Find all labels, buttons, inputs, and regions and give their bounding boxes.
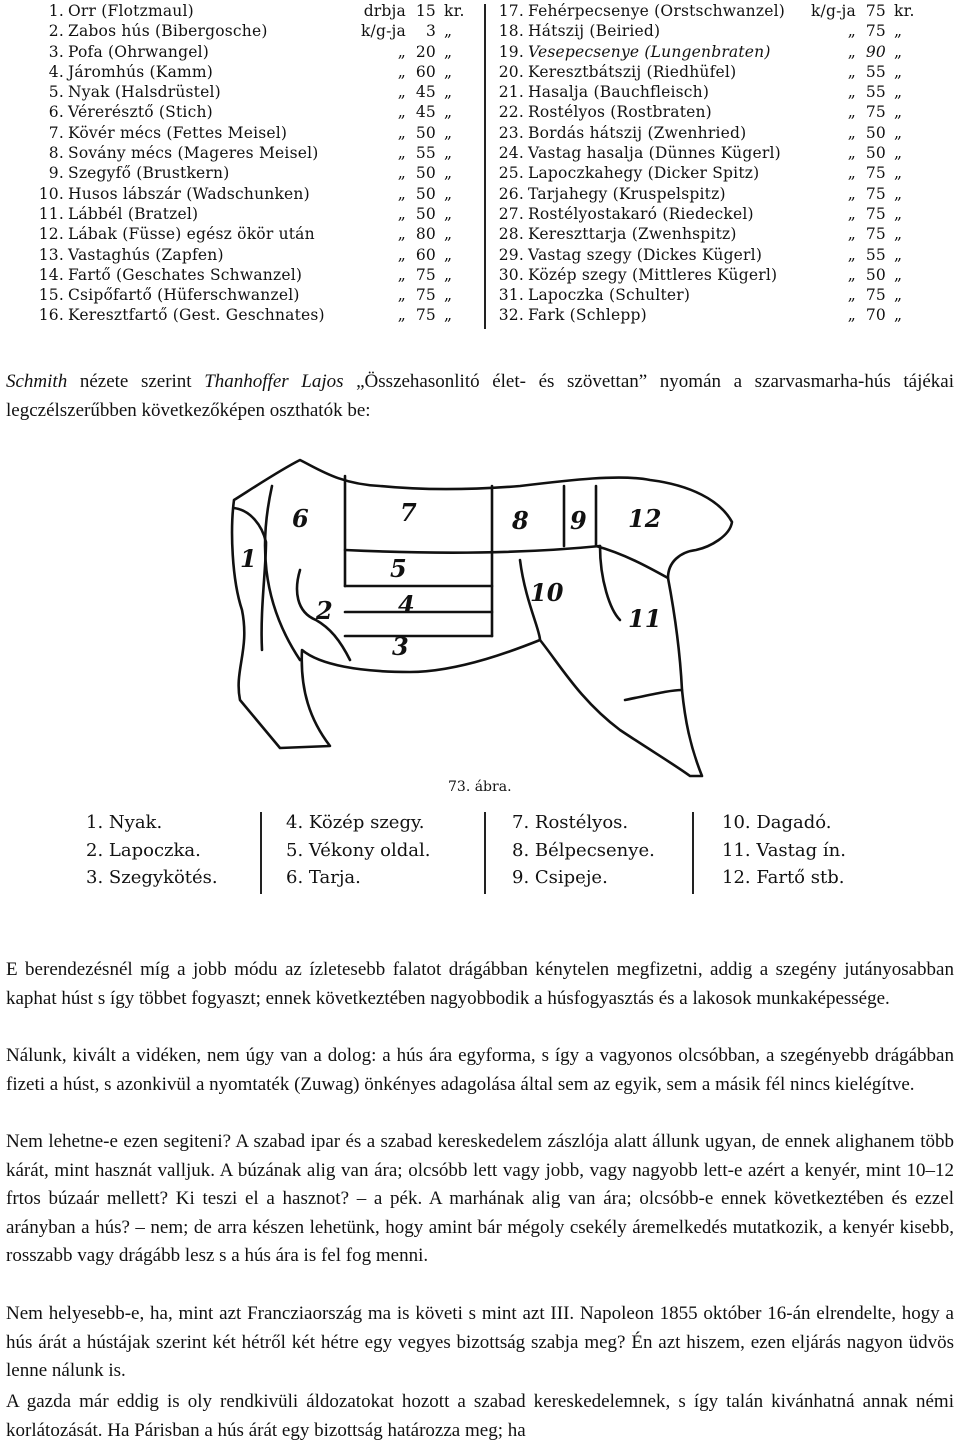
region-label-3: 3 (392, 632, 409, 661)
price-row (34, 43, 474, 63)
price-row (494, 124, 934, 144)
price-row-name: Fark (Schlepp) (528, 306, 647, 325)
price-row-name: Vastaghús (Zapfen) (68, 245, 224, 264)
price-row (34, 22, 474, 42)
price-row-currency: „ (894, 184, 903, 203)
price-row-name: Hátszij (Beiried) (528, 22, 661, 41)
price-row-currency: „ (894, 204, 903, 223)
body-paragraph: A gazda már eddig is oly rendkivüli áldozatokat hozott a szabad kereskedelemnek, s így talán kivánhatná annak némi korlátozását. Ha Párisban a hús árát egy bizottság határozza meg; ha (6, 1391, 954, 1441)
price-row-unit: „ (397, 286, 406, 305)
price-row-price: 50 (415, 204, 436, 223)
price-row-name: Vérerésztő (Stich) (68, 103, 213, 122)
price-row-name: Lábbél (Bratzel) (68, 204, 199, 223)
price-row-price: 60 (415, 245, 436, 264)
price-row-unit: „ (847, 103, 856, 122)
price-row-number: 26. (498, 184, 524, 203)
price-row (494, 43, 934, 63)
price-row-number: 29. (498, 245, 524, 264)
legend-item: 3. Szegykötés. (86, 867, 218, 888)
price-row (34, 144, 474, 164)
price-row-currency: „ (894, 225, 903, 244)
price-row-currency: „ (444, 164, 453, 183)
price-row-currency: „ (444, 204, 453, 223)
legend-column-3 (512, 812, 655, 895)
figure-legend (86, 812, 946, 896)
legend-item: 10. Dagadó. (722, 812, 832, 833)
price-row-number: 6. (48, 103, 64, 122)
price-row-unit: „ (397, 103, 406, 122)
price-row-price: 75 (865, 184, 886, 203)
price-row-name: Kövér mécs (Fettes Meisel) (68, 123, 288, 142)
price-row-currency: „ (444, 225, 453, 244)
price-row-name: Bordás hátszij (Zwenhried) (528, 123, 747, 142)
price-row-number: 5. (48, 83, 64, 102)
price-row-unit: „ (847, 22, 856, 41)
price-row-currency: „ (894, 42, 903, 61)
price-row-name: Lábak (Füsse) egész ökör után (68, 225, 315, 244)
price-row-number: 4. (48, 62, 64, 81)
price-row-number: 15. (38, 286, 64, 305)
legend-item: 12. Fartő stb. (722, 867, 845, 888)
price-row-number: 13. (38, 245, 64, 264)
price-row-currency: „ (444, 286, 453, 305)
price-row-unit: „ (847, 184, 856, 203)
price-row-name: Vastag hasalja (Dünnes Kügerl) (528, 144, 781, 163)
price-row-currency: „ (444, 22, 453, 41)
price-row-unit: drbja (363, 2, 406, 20)
legend-item: 11. Vastag ín. (722, 839, 846, 861)
price-row-number: 23. (498, 123, 524, 142)
price-row-price: 55 (865, 83, 886, 102)
price-row-price: 50 (865, 265, 886, 284)
price-row-price: 50 (865, 123, 886, 142)
price-row-price: 75 (865, 225, 886, 244)
price-row-price: 75 (865, 2, 886, 20)
price-row-number: 2. (48, 22, 64, 41)
price-row-number: 8. (48, 144, 64, 163)
price-table (34, 2, 934, 332)
price-row-unit: „ (847, 123, 856, 142)
price-row (494, 22, 934, 42)
price-row-name: Közép szegy (Mittleres Kügerl) (528, 265, 778, 284)
price-row-currency: „ (444, 62, 453, 81)
region-label-2: 2 (316, 596, 333, 625)
price-row (494, 306, 934, 326)
price-row-number: 21. (498, 83, 524, 102)
price-row-currency: „ (444, 83, 453, 102)
body-paragraph: Nem lehetne-e ezen segiteni? A szabad ipar és a szabad kereskedelem zászlója alatt állunk ugyan, de ennek alighanem több kárát, mint hasznát valljuk. A búzának alig van ára; olcsóbb lett vagy jobb, vagy nagyobb lett-e azért a kenyér, mint 10–12 frtos búzaár mellett? Ki teszi el a hasznot? – a pék. A marhának alig van ára; olcsóbb-e ennek következtében és ezzel arányban a hús? – nem; de arra készen lehetünk, hogy amint bár mégoly csekély áremelkedés mutatkozik, a kenyér kisebb, rosszabb vagy drágább lesz s a hús ára is fel fog menni. (6, 1131, 954, 1267)
price-row-name: Vastag szegy (Dickes Kügerl) (528, 245, 763, 264)
price-row-unit: „ (847, 144, 856, 163)
price-row-name: Husos lábszár (Wadschunken) (68, 184, 310, 203)
price-row-name: Orr (Flotzmaul) (68, 2, 194, 20)
legend-item: 7. Rostélyos. (512, 812, 629, 833)
price-row-price: 80 (415, 225, 436, 244)
price-row-name: Keresztfartő (Gest. Geschnates) (68, 306, 325, 325)
price-row-name: Járomhús (Kamm) (68, 62, 214, 81)
price-row-price: 45 (415, 103, 436, 122)
legend-divider (260, 812, 262, 894)
price-row-unit: k/g-ja (810, 2, 856, 20)
price-row-unit: „ (397, 42, 406, 61)
price-row-unit: k/g-ja (360, 22, 406, 41)
price-row (494, 185, 934, 205)
price-row-name: Zabos hús (Bibergosche) (68, 22, 268, 41)
price-row-currency: „ (894, 144, 903, 163)
price-row-price: 75 (415, 265, 436, 284)
price-row-currency: „ (444, 144, 453, 163)
price-row-number: 32. (498, 306, 524, 325)
price-row-unit: „ (397, 245, 406, 264)
price-row-currency: kr. (444, 2, 465, 20)
region-label-10: 10 (530, 578, 564, 607)
price-row (494, 2, 934, 22)
price-row-price: 50 (415, 164, 436, 183)
legend-item: 8. Bélpecsenye. (512, 839, 655, 861)
price-row-price: 75 (415, 306, 436, 325)
price-row (34, 63, 474, 83)
region-label-11: 11 (628, 604, 662, 633)
price-row-name: Csipőfartő (Hüferschwanzel) (68, 286, 300, 305)
column-divider (484, 4, 486, 329)
price-row (34, 185, 474, 205)
legend-divider (484, 812, 486, 894)
price-row-currency: „ (894, 306, 903, 325)
price-row-name: Szegyfő (Brustkern) (68, 164, 230, 183)
intro-paragraph (6, 368, 954, 425)
price-row-number: 31. (498, 286, 524, 305)
price-row (34, 306, 474, 326)
price-row (34, 83, 474, 103)
price-row-price: 45 (415, 83, 436, 102)
price-row (494, 63, 934, 83)
price-row-price: 75 (865, 164, 886, 183)
price-row (34, 124, 474, 144)
price-row (494, 205, 934, 225)
price-row (494, 266, 934, 286)
price-row-name: Kereszttarja (Zwenhspitz) (528, 225, 737, 244)
price-row-unit: „ (847, 245, 856, 264)
price-row (34, 103, 474, 123)
price-row-number: 30. (498, 265, 524, 284)
price-row-name: Keresztbátszij (Riedhüfel) (528, 62, 737, 81)
price-row-number: 19. (498, 42, 524, 61)
price-row-price: 55 (865, 245, 886, 264)
legend-item: 9. Csipeje. (512, 867, 608, 888)
price-row-price: 3 (425, 22, 436, 41)
price-table-right-column (494, 2, 934, 327)
price-row-currency: „ (894, 286, 903, 305)
price-row-number: 20. (498, 62, 524, 81)
price-row-name: Fehérpecsenye (Orstschwanzel) (528, 2, 785, 20)
price-row-currency: „ (894, 83, 903, 102)
price-row-name: Lapoczka (Schulter) (528, 286, 691, 305)
price-row-name: Rostélyostakaró (Riedeckel) (528, 204, 754, 223)
price-row-unit: „ (847, 265, 856, 284)
price-row (494, 164, 934, 184)
price-row-currency: „ (894, 22, 903, 41)
beef-outline-drawing (220, 450, 740, 780)
price-row (34, 205, 474, 225)
price-row-unit: „ (847, 204, 856, 223)
price-row-currency: „ (444, 42, 453, 61)
price-row-unit: „ (397, 204, 406, 223)
price-row-unit: „ (397, 83, 406, 102)
price-row-number: 25. (498, 164, 524, 183)
price-row-price: 60 (415, 62, 436, 81)
body-paragraph: E berendezésnél míg a jobb módu az ízletesebb falatot drágábban kénytelen megfizetni, addig a szegény jutányosabban kaphat húst s így többet fogyaszt; ennek következtében nagyobbodik a húsfogyasztás és a lakosok munkaképessége. (6, 959, 954, 1009)
price-row-name: Tarjahegy (Kruspelspitz) (528, 184, 726, 203)
intro-text-2: „Összehasonlitó élet- és szövettan” nyomán a szarvasmarha-hús tájékai legczélszerűbben következőképen oszthatók be: (6, 371, 955, 421)
price-row-number: 27. (498, 204, 524, 223)
price-row (494, 83, 934, 103)
price-row-number: 12. (38, 225, 64, 244)
price-row (34, 246, 474, 266)
legend-item: 6. Tarja. (286, 867, 361, 888)
price-row-currency: kr. (894, 2, 915, 20)
price-row (34, 286, 474, 306)
price-row (34, 2, 474, 22)
beef-cuts-diagram (220, 450, 740, 780)
price-row-name: Rostélyos (Rostbraten) (528, 103, 712, 122)
price-row-unit: „ (847, 225, 856, 244)
price-row-name: Vesepecsenye (Lungenbraten) (528, 42, 771, 61)
legend-divider (692, 812, 694, 894)
price-row-number: 28. (498, 225, 524, 244)
intro-source-author: Thanhoffer Lajos (204, 371, 344, 392)
price-row-unit: „ (397, 184, 406, 203)
legend-column-4 (722, 812, 846, 895)
price-row-unit: „ (397, 62, 406, 81)
region-label-5: 5 (390, 554, 407, 583)
price-row-price: 90 (865, 42, 886, 61)
price-row-number: 7. (48, 123, 64, 142)
legend-item: 5. Vékony oldal. (286, 839, 431, 861)
price-row-price: 75 (865, 103, 886, 122)
body-paragraph: Nem helyesebb-e, ha, mint azt Francziaország ma is követi s mint azt III. Napoleon 1855 október 16-án elrendelte, hogy a hús árát a hústájak szerint két hétről két hétre egy vegyes bizottság szabja meg? Én azt hiszem, ezen eljárás nagyon üdvös lenne nálunk is. (6, 1303, 954, 1382)
price-row (494, 246, 934, 266)
price-row-name: Sovány mécs (Mageres Meisel) (68, 144, 319, 163)
price-table-left-column (34, 2, 474, 327)
price-row-number: 18. (498, 22, 524, 41)
price-row-price: 50 (415, 123, 436, 142)
region-label-9: 9 (570, 506, 587, 535)
legend-column-2 (286, 812, 430, 895)
price-row-price: 15 (415, 2, 436, 20)
price-row-currency: „ (894, 123, 903, 142)
price-row (34, 164, 474, 184)
price-row-name: Hasalja (Bauchfleisch) (528, 83, 710, 102)
price-row-name: Fartő (Geschates Schwanzel) (68, 265, 303, 284)
price-row-number: 11. (38, 204, 64, 223)
price-row-unit: „ (397, 123, 406, 142)
region-label-6: 6 (292, 504, 309, 533)
price-row-price: 75 (865, 204, 886, 223)
price-row (494, 103, 934, 123)
price-row-unit: „ (847, 164, 856, 183)
price-row-currency: „ (894, 164, 903, 183)
price-row-price: 55 (865, 62, 886, 81)
price-row-currency: „ (444, 265, 453, 284)
legend-item: 2. Lapoczka. (86, 839, 201, 861)
price-row-currency: „ (444, 245, 453, 264)
intro-text-1: nézete szerint (67, 371, 205, 392)
price-row-price: 50 (865, 144, 886, 163)
legend-column-1 (86, 812, 218, 895)
price-row-unit: „ (397, 265, 406, 284)
price-row-price: 20 (415, 42, 436, 61)
region-label-8: 8 (512, 506, 529, 535)
price-row-currency: „ (444, 306, 453, 325)
price-row-number: 24. (498, 144, 524, 163)
price-row-name: Lapoczkahegy (Dicker Spitz) (528, 164, 760, 183)
price-row-price: 75 (865, 286, 886, 305)
price-row-number: 1. (48, 2, 64, 20)
price-row-currency: „ (894, 245, 903, 264)
price-row (34, 225, 474, 245)
price-row-name: Nyak (Halsdrüstel) (68, 83, 221, 102)
price-row-unit: „ (847, 306, 856, 325)
price-row-unit: „ (397, 225, 406, 244)
price-row-unit: „ (397, 306, 406, 325)
price-row-number: 9. (48, 164, 64, 183)
price-row (34, 266, 474, 286)
price-row-unit: „ (847, 83, 856, 102)
price-row-currency: „ (894, 103, 903, 122)
price-row-currency: „ (444, 123, 453, 142)
region-label-1: 1 (240, 544, 257, 573)
figure-caption: 73. ábra. (448, 779, 512, 795)
region-label-12: 12 (628, 504, 662, 533)
price-row-unit: „ (397, 144, 406, 163)
region-label-4: 4 (398, 590, 415, 619)
price-row-unit: „ (397, 164, 406, 183)
price-row-price: 75 (865, 22, 886, 41)
price-row-currency: „ (894, 265, 903, 284)
price-row-number: 22. (498, 103, 524, 122)
price-row-currency: „ (444, 184, 453, 203)
price-row-price: 75 (415, 286, 436, 305)
legend-item: 4. Közép szegy. (286, 812, 425, 833)
price-row (494, 144, 934, 164)
price-row-number: 17. (498, 2, 524, 20)
price-row-number: 10. (38, 184, 64, 203)
price-row (494, 225, 934, 245)
price-row-currency: „ (444, 103, 453, 122)
price-row-number: 16. (38, 306, 64, 325)
legend-item: 1. Nyak. (86, 812, 163, 833)
price-row-price: 55 (415, 144, 436, 163)
price-row-unit: „ (847, 62, 856, 81)
price-row (494, 286, 934, 306)
price-row-number: 14. (38, 265, 64, 284)
region-label-7: 7 (400, 498, 417, 527)
price-row-price: 50 (415, 184, 436, 203)
price-row-name: Pofa (Ohrwangel) (68, 42, 209, 61)
price-row-currency: „ (894, 62, 903, 81)
price-row-unit: „ (847, 286, 856, 305)
price-row-unit: „ (847, 42, 856, 61)
price-row-price: 70 (865, 306, 886, 325)
intro-author: Schmith (6, 371, 68, 392)
body-paragraph: Nálunk, kivált a vidéken, nem úgy van a dolog: a hús ára egyforma, s így a vagyonos olcsóbban, a szegényebb drágábban fizeti a húst, s azonkivül a nyomtaték (Zuwag) önkényes adagolása által sem az egyik, sem a másik fél nincs kielégítve. (6, 1045, 954, 1095)
price-row-number: 3. (48, 42, 64, 61)
